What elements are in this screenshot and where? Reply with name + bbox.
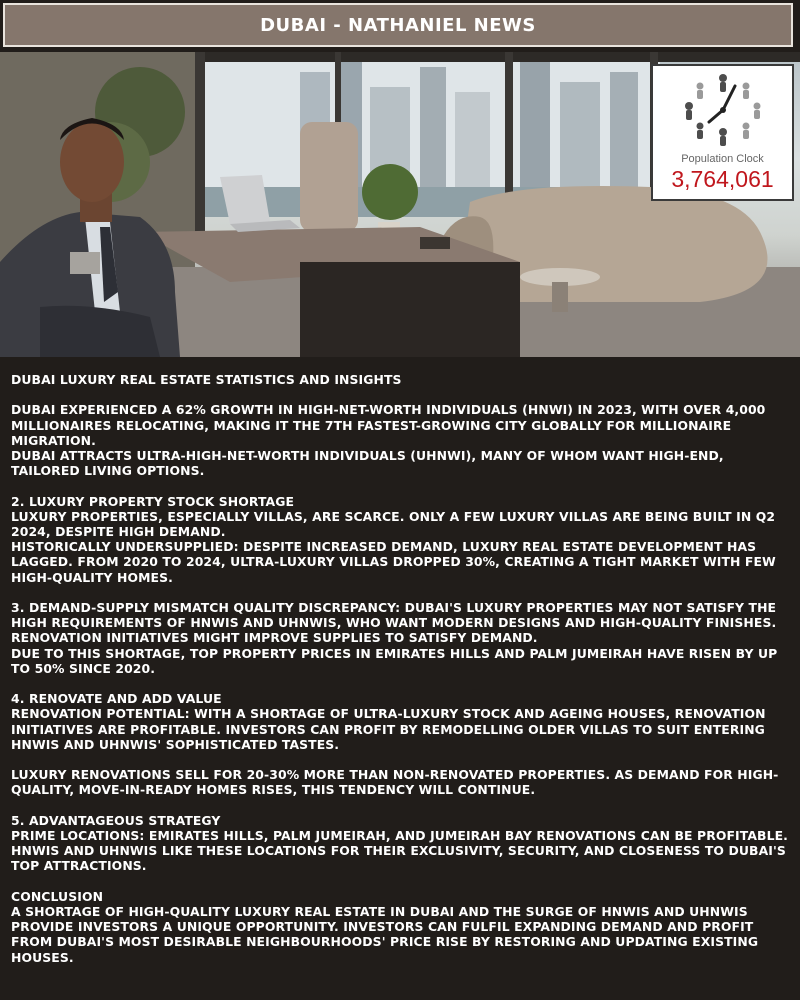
- article-line: A SHORTAGE OF HIGH-QUALITY LUXURY REAL ESTATE IN DUBAI AND THE SURGE OF HNWIS AND UHNWIS PROVIDE INVESTORS A UNIQUE OPPORTUNITY. INVESTORS CAN FULFIL EXPANDING DEMAND AND PROFIT FROM DUBAI'S MOST DESIRABLE NEIGHBOURHOODS' PRICE RISE BY RESTORING AND UPDATING EXISTING HOUSES.: [11, 904, 759, 965]
- page-title: DUBAI - NATHANIEL NEWS: [260, 14, 536, 36]
- article-paragraph: [11, 402, 791, 478]
- article-heading: DUBAI LUXURY REAL ESTATE STATISTICS AND INSIGHTS: [11, 372, 402, 387]
- article-line: LUXURY PROPERTIES, ESPECIALLY VILLAS, ARE SCARCE. ONLY A FEW LUXURY VILLAS ARE BEING BUILT IN Q2 2024, DESPITE HIGH DEMAND.: [11, 508, 776, 539]
- article-paragraph: [11, 600, 791, 676]
- article-paragraph: [11, 889, 791, 965]
- header: [0, 0, 800, 52]
- section-heading: CONCLUSION: [11, 888, 104, 904]
- article-paragraph: [11, 767, 791, 797]
- article: [11, 372, 791, 980]
- article-line: DUBAI EXPERIENCED A 62% GROWTH IN HIGH-NET-WORTH INDIVIDUALS (HNWI) IN 2023, WITH OVER 4,000 MILLIONAIRES RELOCATING, MAKING IT THE 7TH FASTEST-GROWING CITY GLOBALLY FOR MILLIONAIRE MIGRATION.: [11, 402, 766, 448]
- article-line: LUXURY RENOVATIONS SELL FOR 20-30% MORE THAN NON-RENOVATED PROPERTIES. AS DEMAND FOR HIGH-QUALITY, MOVE-IN-READY HOMES RISES, THIS TENDENCY WILL CONTINUE.: [11, 767, 779, 798]
- article-line: PRIME LOCATIONS: EMIRATES HILLS, PALM JUMEIRAH, AND JUMEIRAH BAY RENOVATIONS CAN BE PROFITABLE. HNWIS AND UHNWIS LIKE THESE LOCATIONS FOR THEIR EXCLUSIVITY, SECURITY, AND CLOSENESS TO DUBAI'S TOP ATTRACTIONS.: [11, 828, 788, 874]
- article-paragraph: [11, 691, 791, 752]
- population-clock-label: Population Clock: [681, 153, 764, 165]
- header-bar: [3, 3, 793, 47]
- population-clock-icon: [653, 66, 792, 152]
- article-line: 3. DEMAND-SUPPLY MISMATCH QUALITY DISCREPANCY: DUBAI'S LUXURY PROPERTIES MAY NOT SATISFY THE HIGH REQUIREMENTS OF HNWIS AND UHNWIS, WHO WANT MODERN DESIGNS AND HIGH-QUALITY FINISHES. RENOVATION INITIATIVES MIGHT IMPROVE SUPPLIES TO SATISFY DEMAND.: [11, 600, 777, 646]
- article-line: HISTORICALLY UNDERSUPPLIED: DESPITE INCREASED DEMAND, LUXURY REAL ESTATE DEVELOPMENT HAS LAGGED. FROM 2020 TO 2024, ULTRA-LUXURY VILLAS DROPPED 30%, CREATING A TIGHT MARKET WITH FEW HIGH-QUALITY HOMES.: [11, 539, 776, 585]
- article-paragraph: [11, 494, 791, 585]
- section-heading: 4. RENOVATE AND ADD VALUE: [11, 691, 222, 707]
- population-clock-value: 3,764,061: [671, 166, 774, 192]
- article-line: DUE TO THIS SHORTAGE, TOP PROPERTY PRICES IN EMIRATES HILLS AND PALM JUMEIRAH HAVE RISEN BY UP TO 50% SINCE 2020.: [11, 645, 778, 676]
- article-line: DUBAI ATTRACTS ULTRA-HIGH-NET-WORTH INDIVIDUALS (UHNWI), MANY OF WHOM WANT HIGH-END, TAILORED LIVING OPTIONS.: [11, 448, 724, 479]
- section-heading: 2. LUXURY PROPERTY STOCK SHORTAGE: [11, 493, 295, 509]
- article-paragraph: [11, 813, 791, 874]
- section-heading: 5. ADVANTAGEOUS STRATEGY: [11, 812, 221, 828]
- population-clock: [651, 64, 794, 201]
- article-line: RENOVATION POTENTIAL: WITH A SHORTAGE OF ULTRA-LUXURY STOCK AND AGEING HOUSES, RENOVATION INITIATIVES ARE PROFITABLE. INVESTORS CAN PROFIT BY REMODELLING OLDER VILLAS TO SUIT ENTERING HNWIS AND UHNWIS' SOPHISTICATED TASTES.: [11, 706, 766, 752]
